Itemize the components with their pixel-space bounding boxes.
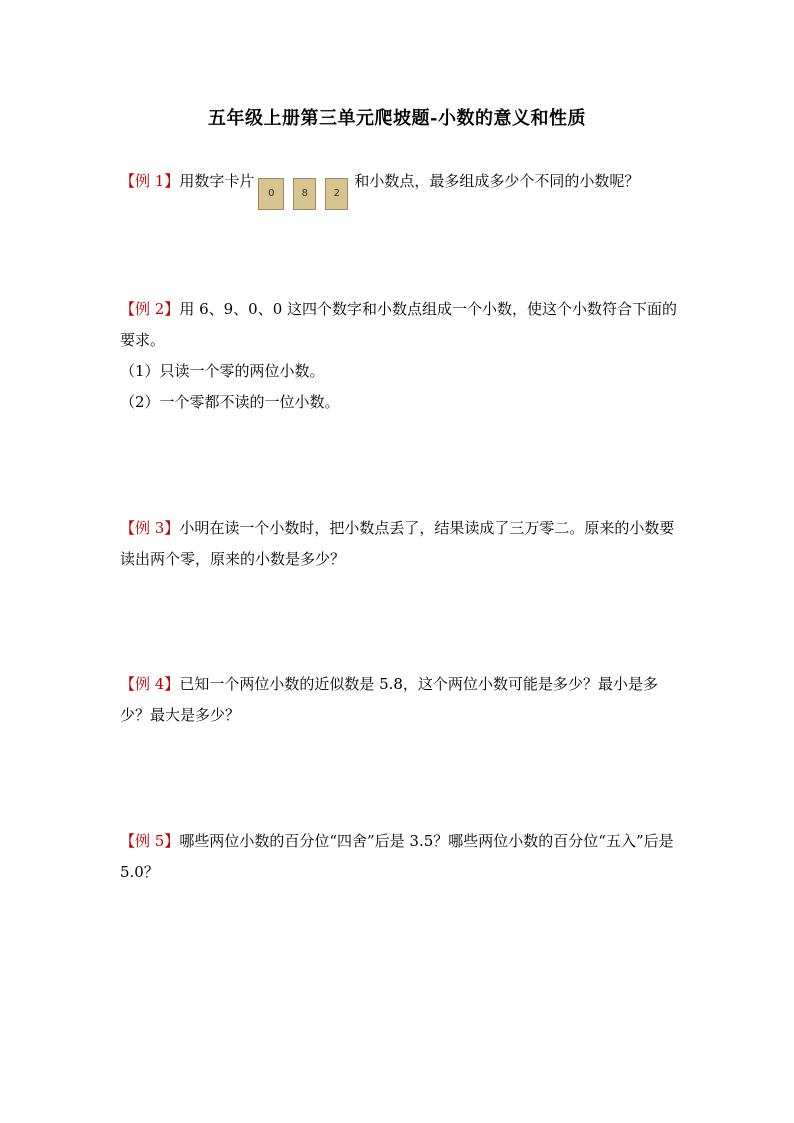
problem-text: 哪些两位小数的百分位“四舍”后是 3.5？哪些两位小数的百分位“五入”后是 5.0？: [120, 832, 674, 881]
problem-tag: 【例 2】: [120, 300, 180, 318]
digit-card: 8: [293, 178, 316, 210]
problem-text: 小明在读一个小数时，把小数点丢了，结果读成了三万零二。原来的小数要读出两个零，原来的小数是多少？: [120, 519, 675, 568]
sub-question: （2）一个零都不读的一位小数。: [120, 393, 340, 411]
digit-card: 2: [325, 178, 348, 210]
problem-5: [120, 826, 680, 888]
problem-tag: 【例 3】: [120, 519, 180, 537]
problem-tag: 【例 5】: [120, 832, 180, 850]
digit-cards: [258, 178, 348, 210]
problem-text: 已知一个两位小数的近似数是 5.8，这个两位小数可能是多少？最小是多少？最大是多少？: [120, 675, 658, 724]
problem-text: 用数字卡片: [179, 172, 255, 190]
problem-2: [120, 294, 680, 418]
sub-question: （1）只读一个零的两位小数。: [120, 362, 325, 380]
page-title: 五年级上册第三单元爬坡题-小数的意义和性质: [208, 108, 586, 129]
problem-tag: 【例 4】: [120, 675, 180, 693]
problem-tag: 【例 1】: [120, 172, 180, 190]
problem-text: 用 6、9、0、0 这四个数字和小数点组成一个小数，使这个小数符合下面的要求。: [120, 300, 678, 349]
problem-text: 和小数点，最多组成多少个不同的小数呢？: [354, 172, 640, 190]
problem-4: [120, 669, 680, 731]
problem-3: [120, 513, 680, 575]
digit-card: 0: [258, 178, 284, 210]
problem-1: [120, 166, 680, 210]
